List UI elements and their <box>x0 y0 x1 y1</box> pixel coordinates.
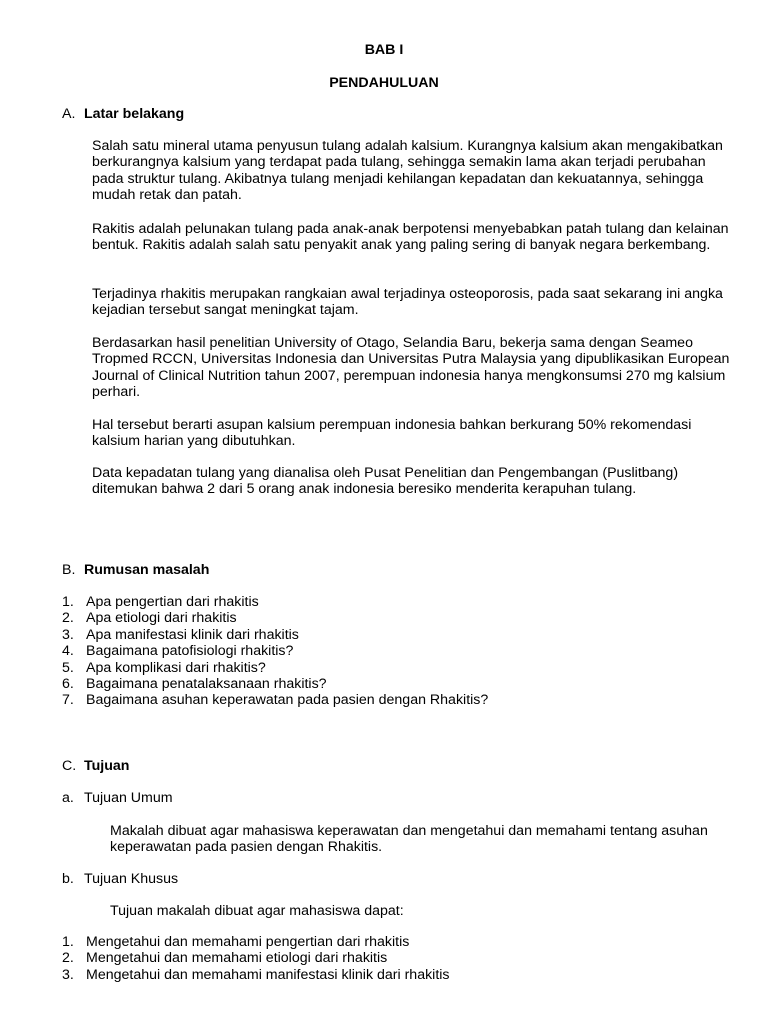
list-item: 3. Mengetahui dan memahami manifestasi klinik dari rhakitis <box>62 966 450 983</box>
subsection-a-heading: a. Tujuan Umum <box>62 790 173 806</box>
list-item: 2. Apa etiologi dari rhakitis <box>62 610 237 627</box>
list-item: 7. Bagaimana asuhan keperawatan pada pasien dengan Rhakitis? <box>62 692 489 709</box>
problem-list <box>62 594 488 709</box>
section-a-label: Latar belakang <box>84 106 185 122</box>
paragraph: Salah satu mineral utama penyusun tulang adalah kalsium. Kurangnya kalsium akan mengakibatkan berkurangnya kalsium yang terdapat pada tulang, sehingga semakin lama akan terjadi perubahan pada struktur tulang. Akibatnya tulang menjadi kehilangan kepadatan dan kekuatannya, sehingga mudah retak dan patah. <box>92 138 723 204</box>
section-c-label: Tujuan <box>84 758 130 774</box>
section-c-marker: C. <box>62 758 77 774</box>
paragraph: Tujuan makalah dibuat agar mahasiswa dapat: <box>110 903 404 919</box>
list-item: 3. Apa manifestasi klinik dari rhakitis <box>62 626 299 643</box>
list-item: 1. Mengetahui dan memahami pengertian dari rhakitis <box>62 934 410 950</box>
list-item: 2. Mengetahui dan memahami etiologi dari rhakitis <box>62 950 388 967</box>
goal-list <box>62 934 450 983</box>
chapter-title: PENDAHULUAN <box>329 75 439 91</box>
paragraph: Data kepadatan tulang yang dianalisa oleh Pusat Penelitian dan Pengembangan (Puslitbang) ditemukan bahwa 2 dari 5 orang anak indonesia beresiko menderita kerapuhan tulang. <box>92 465 679 498</box>
section-a-marker: A. <box>62 106 76 122</box>
paragraph: Terjadinya rhakitis merupakan rangkaian awal terjadinya osteoporosis, pada saat sekarang ini angka kejadian tersebut sangat meningkat tajam. <box>92 286 723 319</box>
list-item: 1. Apa pengertian dari rhakitis <box>62 594 259 610</box>
paragraph: Makalah dibuat agar mahasiswa keperawatan dan mengetahui dan memahami tentang asuhan keperawatan pada pasien dengan Rhakitis. <box>110 823 708 856</box>
paragraph: Rakitis adalah pelunakan tulang pada anak-anak berpotensi menyebabkan patah tulang dan kelainan bentuk. Rakitis adalah salah satu penyakit anak yang paling sering di banyak negara berkembang. <box>92 221 729 254</box>
section-b-label: Rumusan masalah <box>84 562 210 578</box>
list-item: 5. Apa komplikasi dari rhakitis? <box>62 659 266 676</box>
section-b-marker: B. <box>62 562 76 578</box>
list-item: 4. Bagaimana patofisiologi rhakitis? <box>62 643 294 660</box>
section-b-heading <box>62 562 209 578</box>
paragraph: Hal tersebut berarti asupan kalsium perempuan indonesia bahkan berkurang 50% rekomendasi kalsium harian yang dibutuhkan. <box>92 417 692 450</box>
paragraph: Berdasarkan hasil penelitian University of Otago, Selandia Baru, bekerja sama dengan Seameo Tropmed RCCN, Universitas Indonesia dan Universitas Putra Malaysia yang dipublikasikan European Journal of Clinical Nutrition tahun 2007, perempuan indonesia hanya mengkonsumsi 270 mg kalsium perhari. <box>92 335 730 401</box>
list-item: 6. Bagaimana penatalaksanaan rhakitis? <box>62 676 327 693</box>
chapter-number: BAB I <box>364 42 404 58</box>
section-c-heading <box>62 758 129 774</box>
section-a-heading <box>62 106 184 122</box>
subsection-b-heading: b. Tujuan Khusus <box>62 871 179 887</box>
